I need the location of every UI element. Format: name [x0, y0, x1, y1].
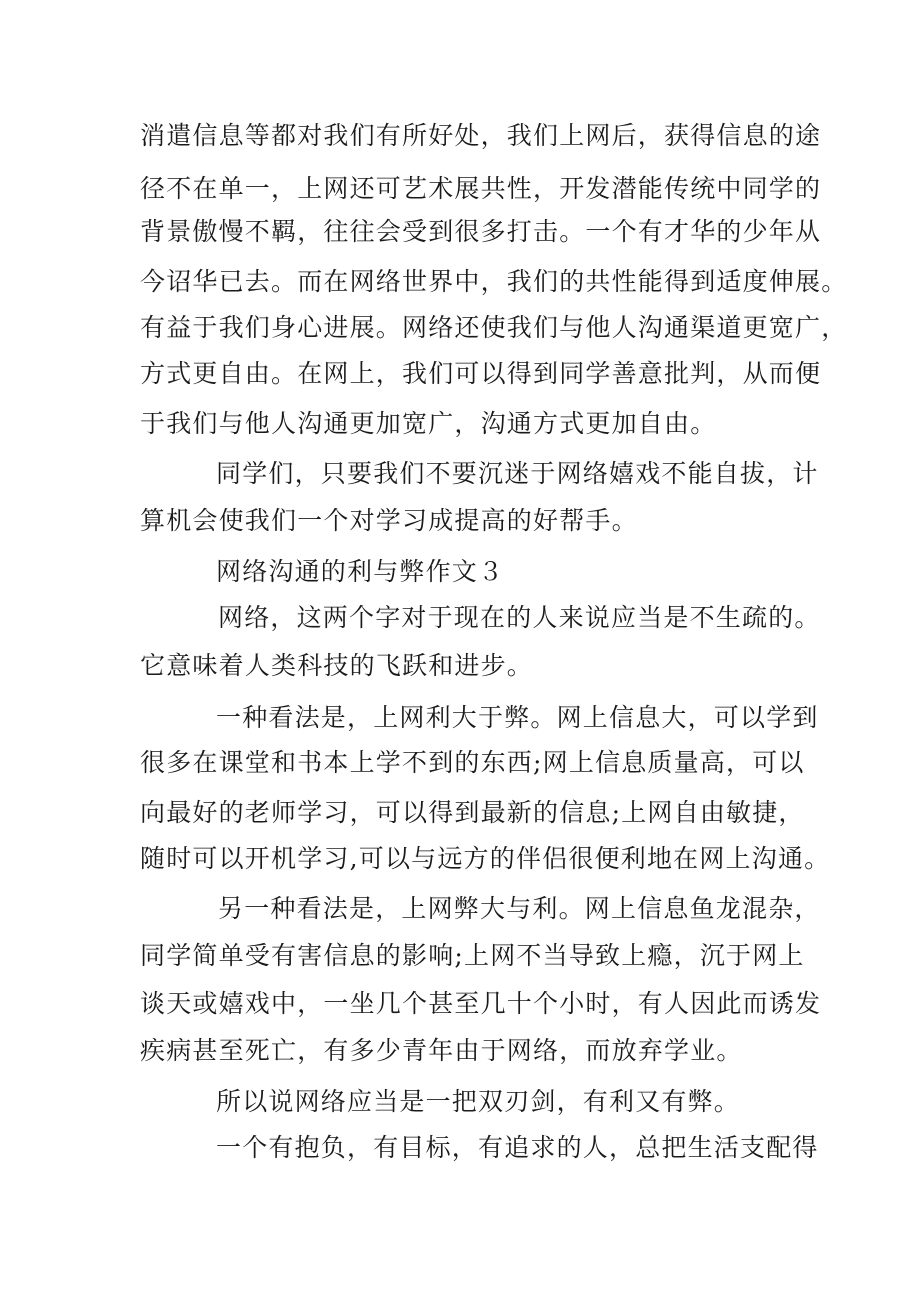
text-line: 径不在单一，上网还可艺术展共性，开发潜能传统中同学的 [140, 174, 822, 203]
text-line: 方式更自由。在网上，我们可以得到同学善意批判，从而便 [140, 359, 822, 388]
text-line: 向最好的老师学习，可以得到最新的信息;上网自由敏捷， [140, 798, 805, 827]
text-line: 背景傲慢不羁，往往会受到很多打击。一个有才华的少年从 [140, 217, 822, 246]
section-title: 网络沟通的利与弊作文３ [216, 557, 505, 586]
text-line: 同学简单受有害信息的影响;上网不当导致上瘾，沉于网上 [140, 941, 805, 970]
text-line: 有益于我们身心进展。网络还使我们与他人沟通渠道更宽广， [140, 313, 848, 342]
text-line: 于我们与他人沟通更加宽广，沟通方式更加自由。 [140, 409, 717, 438]
text-line: 它意味着人类科技的飞跃和进步。 [140, 651, 534, 680]
text-line: 谈天或嬉戏中，一坐几个甚至几十个小时，有人因此而诱发 [140, 989, 822, 1018]
paragraph-start-line: 所以说网络应当是一把双刃剑，有利又有弊。 [216, 1087, 741, 1116]
paragraph-start-line: 一个有抱负，有目标，有追求的人，总把生活支配得 [216, 1133, 819, 1162]
text-line: 疾病甚至死亡，有多少青年由于网络，而放弃学业。 [140, 1036, 743, 1065]
paragraph-start-line: 网络，这两个字对于现在的人来说应当是不生疏的。 [218, 603, 821, 632]
text-line: 很多在课堂和书本上学不到的东西;网上信息质量高，可以 [140, 748, 805, 777]
text-line: 算机会使我们一个对学习成提高的好帮手。 [140, 506, 638, 535]
text-line: 消遣信息等都对我们有所好处，我们上网后，获得信息的途 [140, 121, 822, 150]
paragraph-start-line: 一种看法是，上网利大于弊。网上信息大，可以学到 [216, 703, 819, 732]
text-line: 随时可以开机学习,可以与远方的伴侣很便利地在网上沟通。 [140, 844, 831, 873]
paragraph-start-line: 另一种看法是，上网弊大与利。网上信息鱼龙混杂， [218, 894, 821, 923]
paragraph-start-line: 同学们，只要我们不要沉迷于网络嬉戏不能自拔，计 [216, 459, 819, 488]
text-line: 今诏华已去。而在网络世界中，我们的共性能得到适度伸展。 [140, 267, 848, 296]
